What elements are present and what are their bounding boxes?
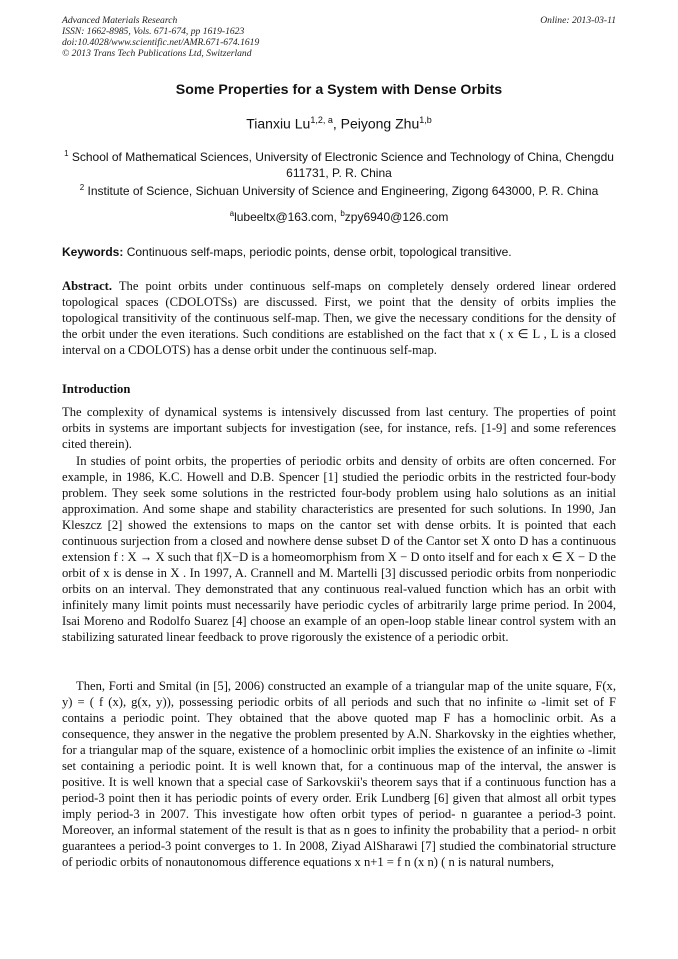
author-sup: 1,b [419, 115, 432, 125]
abstract [62, 278, 616, 358]
email-sup: a [229, 209, 235, 218]
journal-name: Advanced Materials Research [62, 15, 178, 26]
keywords [62, 245, 616, 259]
author-line: Tianxiu Lu$^{1,2, a}$, Peiyong Zhu$^{1,b}$ [246, 115, 432, 132]
keywords-label: Keywords: [62, 245, 124, 259]
journal-header [62, 15, 616, 59]
affiliation-text: School of Mathematical Sciences, University of Electronic Science and Technology of China, Chengdu 611731, P. R. China [71, 150, 614, 180]
issn-line: ISSN: 1662-8985, Vols. 671-674, pp 1619-1623 [62, 26, 245, 37]
abstract-label: Abstract. [62, 279, 113, 293]
affiliation-number: 2 [79, 183, 85, 192]
email-line: $^a$lubeeltx@163.com, $^b$zpy6940@126.com [229, 209, 449, 224]
abstract-text: The point orbits under continuous self-maps on completely densely ordered linear ordered topological spaces (CDOLOTSs) are discussed. First, we point that the density of orbits implies the topological transitivity of the continuous self-map. Then, we give the necessary conditions for the density of the orbit under the even iterations. Such conditions are established on the fact that x ( x ∈ L , L is a closed interval on a CDOLOTS) has a dense orbit under the continuous self-map. [62, 279, 617, 357]
intro-paragraph-3: Then, Forti and Smital (in [5], 2006) constructed an example of a triangular map of the unite square, F(x, y) = ( f (x), g(x, y)), possessing periodic orbits of all periods and such that no infinite ω -limit set of F contains a periodic point. They obtained that the above quoted map F has a homoclinic orbit. As a consequence, they answer in the negative the problem presented by A.N. Sharkovsky in the eighties whether, for a triangular map of the square, existence of a homoclinic orbit implies the existence of an infinite ω -limit set containing a periodic point. It is well known that, for a continuous map of the interval, the answer is positive. It is well known that a special case of Sarkovskii's theorem says that if a continuous function has a period-3 point then it has periodic points of every order. Erik Lundberg [6] given that almost all orbit types imply period-3 in 2007. This investigate how often orbit types of period- n guarantee a period-3 point. Moreover, an informal statement of the result is that as n goes to infinity the probability that a period- n orbit guarantees a period-3 point converges to 1. In 2008, Ziyad AlSharawi [7] studied the combinatorial structure of periodic orbits of nonautonomous difference equations x n+1 = f n (x n) ( n is natural numbers, [62, 679, 616, 869]
author-name: Tianxiu Lu [246, 115, 311, 132]
intro-paragraph-2: In studies of point orbits, the properties of periodic orbits and density of orbits are often concerned. For example, in 1986, K.C. Howell and D.B. Spencer [1] studied the periodic orbits in the restricted four-body problem. They seek some solutions in the restricted four-body problem using halo solutions as an initial approximation. And some shape and stability characteristics are presented for such solutions. In 1990, Jan Kleszcz [2] showed the extensions to maps on the cantor set with dense orbits. It is pointed that each continuous surjection from a closed and nowhere dense subset D of the Cantor set X onto D has a continuous extension f : X → X such that f|X−D is a homeomorphism from X − D onto itself and for each x ∈ X − D the orbit of x is dense in X . In 1997, A. Crannell and M. Martelli [3] discussed periodic orbits from nonperiodic orbits on an interval. They demonstrated that any continuous real-valued function which has an orbit with infinitely many limit points must necessarily have periodic cycles of arbitrarily large prime period. In 2004, Isai Moreno and Rodolfo Suarez [4] choose an example of an open-loop stable linear control system with an stabilizing saturated linear feedback to prove rigorously the existence of a periodic orbit. [62, 454, 616, 644]
affiliation-number: 1 [64, 149, 69, 158]
affiliation-text: Institute of Science, Sichuan University of Science and Engineering, Zigong 643000, P. R. China [87, 184, 599, 198]
online-date: Online: 2013-03-11 [540, 15, 616, 26]
doi-line: doi:10.4028/www.scientific.net/AMR.671-674.1619 [62, 37, 260, 48]
intro-paragraph-1: The complexity of dynamical systems is intensively discussed from last century. The properties of point orbits in systems are important subjects for investigation (see, for instance, refs. [1-9] and some references cited therein). [62, 405, 616, 451]
email-link[interactable]: zpy6940@126.com [344, 210, 449, 224]
paper-title: Some Properties for a System with Dense Orbits [175, 82, 503, 98]
email-link[interactable]: lubeeltx@163.com [234, 210, 334, 224]
affiliation-2 [62, 180, 616, 199]
section-heading: Introduction [62, 382, 131, 396]
author-sup: 1,2, a [310, 115, 333, 125]
email-sup: b [340, 209, 345, 218]
affiliation-1 [62, 146, 616, 181]
copyright-line: © 2013 Trans Tech Publications Ltd, Switzerland [62, 48, 252, 59]
keywords-text: Continuous self-maps, periodic points, dense orbit, topological transitive. [126, 245, 512, 259]
author-name: Peiyong Zhu [340, 115, 420, 132]
